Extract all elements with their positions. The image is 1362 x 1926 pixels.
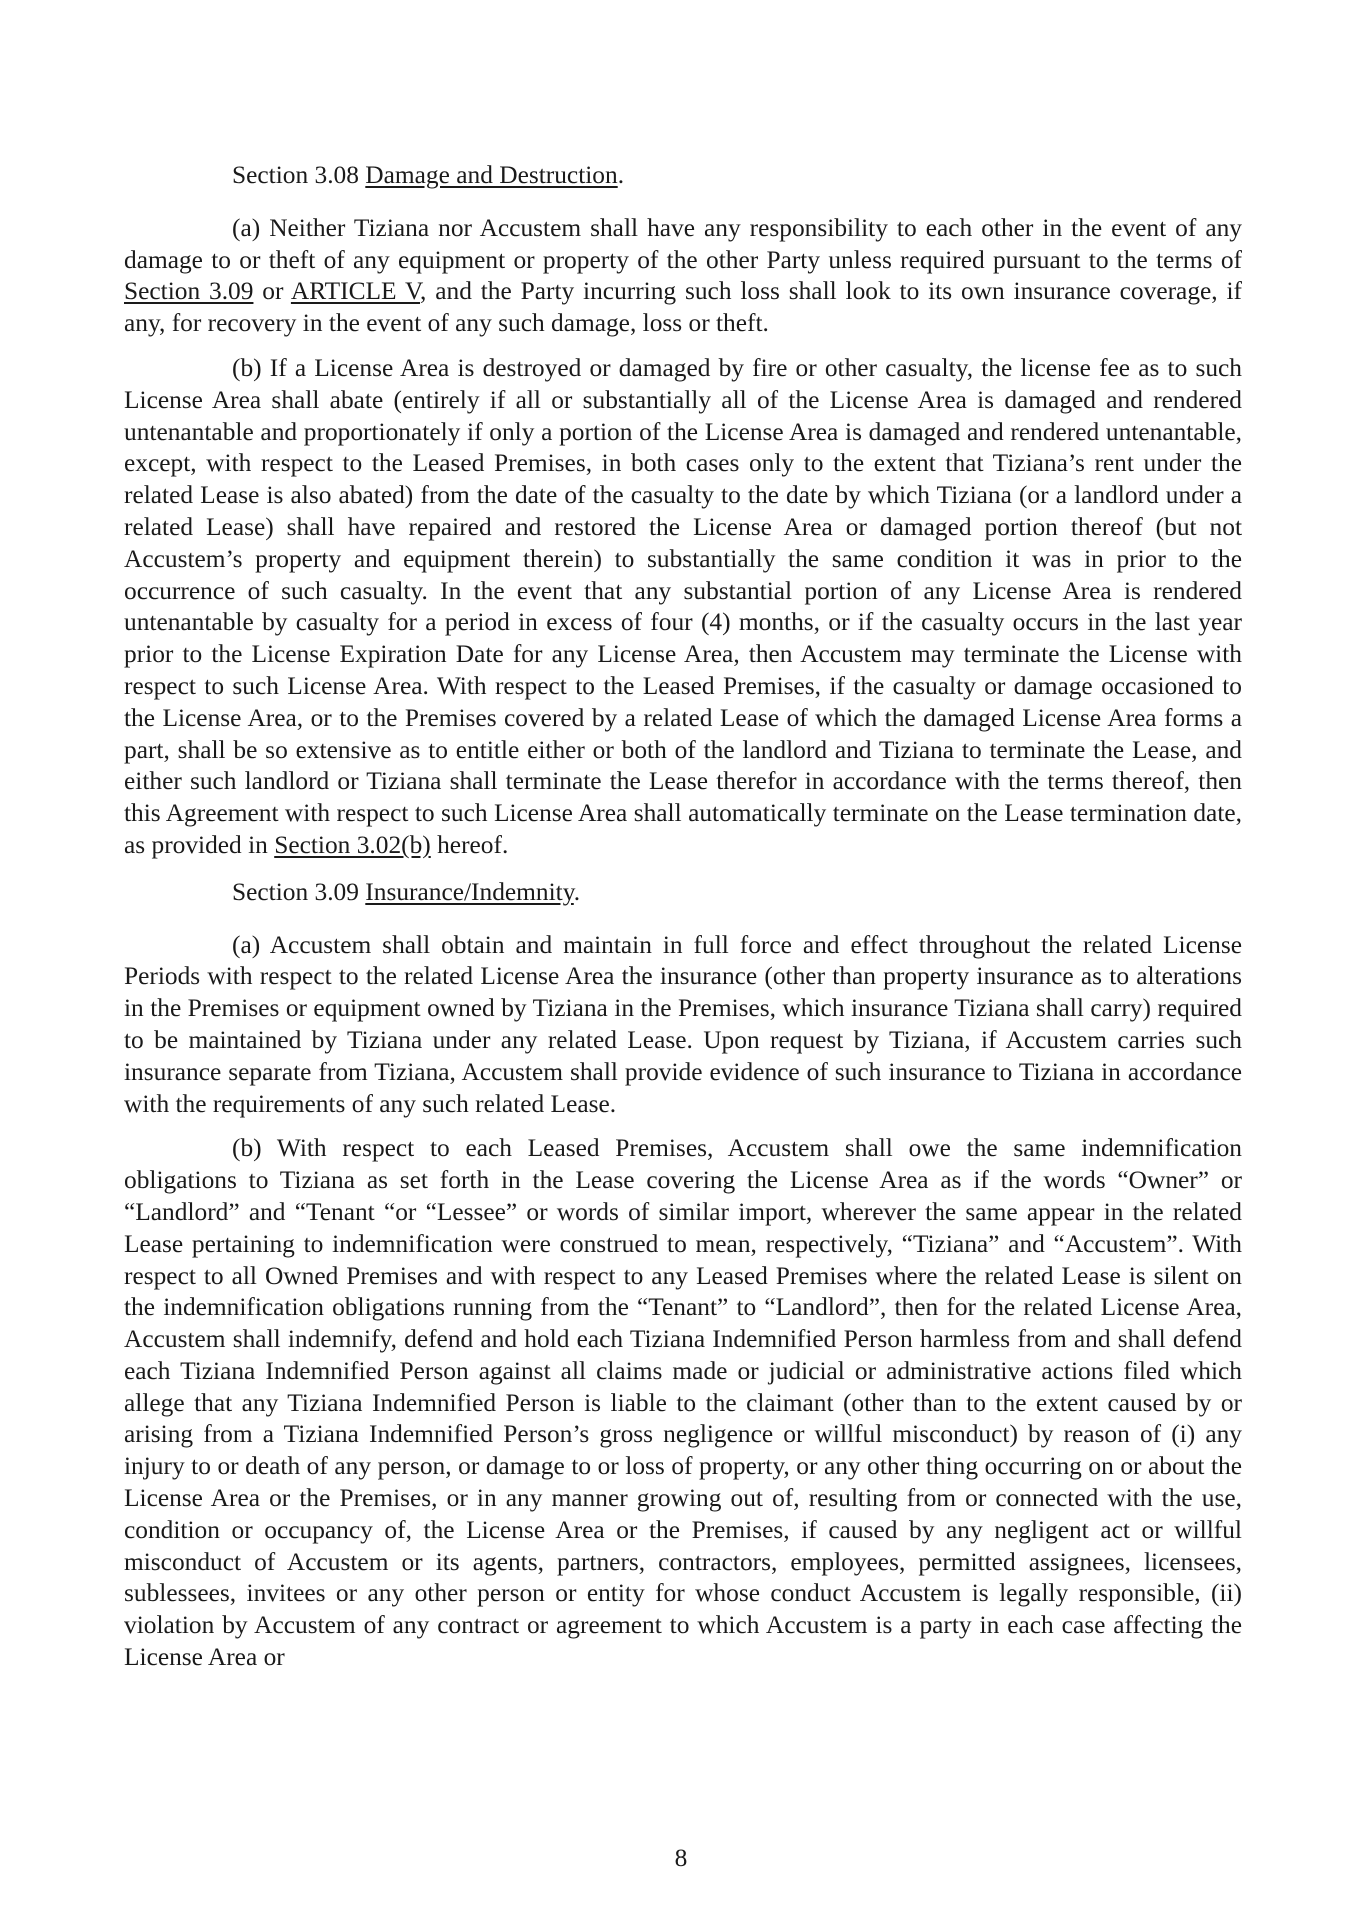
section-3-09-title: Insurance/Indemnity: [365, 877, 574, 906]
section-3-09-number: Section 3.09: [232, 877, 366, 906]
section-3-08-heading-period: .: [617, 161, 625, 189]
section-3-08-heading: [124, 160, 1242, 192]
section-3-09-paragraph-a: (a) Accustem shall obtain and maintain in full force and effect throughout the related License Periods with respect to the related License Area the insurance (other than property insurance as to alterations in the Premises or equipment owned by Tiziana in the Premises, which insurance Tiziana shall carry) required to be maintained by Tiziana under any related Lease. Upon request by Tiziana, if Accustem carries such insurance separate from Tiziana, Accustem shall provide evidence of such insurance to Tiziana in accordance with the requirements of any such related Lease.: [124, 930, 1242, 1118]
paragraph-text: (a) Neither Tiziana nor Accustem shall have any responsibility to each other in the event of any damage to or theft of any equipment or property of the other Party unless required pursuant to the terms of: [124, 213, 1242, 274]
paragraph-text: hereof.: [430, 830, 509, 859]
section-3-08-paragraph-a: [124, 213, 1242, 340]
article-v-cross-reference: ARTICLE V: [290, 277, 421, 306]
document-page: [124, 160, 1242, 1674]
section-3-09-heading: [124, 877, 1242, 909]
section-3-08-title: Damage and Destruction: [365, 161, 618, 189]
section-3-09-heading-period: .: [573, 877, 581, 906]
section-3-08-paragraph-b: [124, 353, 1242, 862]
paragraph-text: or: [253, 277, 291, 306]
paragraph-text: , and the Party incurring such loss shall look to its own insurance coverage, if any, for recovery in the event of any such damage, loss or theft.: [124, 277, 1242, 338]
section-3-09-cross-reference: Section 3.09: [124, 277, 254, 306]
page-number: 8: [674, 1844, 688, 1872]
paragraph-text: (b) If a License Area is destroyed or damaged by fire or other casualty, the license fee as to such License Area shall abate (entirely if all or substantially all of the License Area is damaged and rendered untenantable and proportionately if only a portion of the License Area is damaged and rendered untenantable, except, with respect to the Leased Premises, in both cases only to the extent that Tiziana’s rent under the related Lease is also abated) from the date of the casualty to the date by which Tiziana (or a landlord under a related Lease) shall have repaired and restored the License Area or damaged portion thereof (but not Accustem’s property and equipment therein) to substantially the same condition it was in prior to the occurrence of such casualty. In the event that any substantial portion of any License Area is rendered untenantable by casualty for a period in excess of four (4) months, or if the casualty occurs in the last year prior to the License Expiration Date for any License Area, then Accustem may terminate the License with respect to such License Area. With respect to the Leased Premises, if the casualty or damage occasioned to the License Area, or to the Premises covered by a related Lease of which the damaged License Area forms a part, shall be so extensive as to entitle either or both of the landlord and Tiziana to terminate the Lease, and either such landlord or Tiziana shall terminate the Lease therefor in accordance with the terms thereof, then this Agreement with respect to such License Area shall automatically terminate on the Lease termination date, as provided in: [124, 353, 1242, 859]
section-3-08-number: Section 3.08: [232, 161, 366, 189]
section-3-02b-cross-reference: Section 3.02(b): [274, 830, 431, 859]
section-3-09-paragraph-b: (b) With respect to each Leased Premises, Accustem shall owe the same indemnification obligations to Tiziana as set forth in the Lease covering the License Area as if the words “Owner” or “Landlord” and “Tenant “or “Lessee” or words of similar import, wherever the same appear in the related Lease pertaining to indemnification were construed to mean, respectively, “Tiziana” and “Accustem”. With respect to all Owned Premises and with respect to any Leased Premises where the related Lease is silent on the indemnification obligations running from the “Tenant” to “Landlord”, then for the related License Area, Accustem shall indemnify, defend and hold each Tiziana Indemnified Person harmless from and shall defend each Tiziana Indemnified Person against all claims made or judicial or administrative actions filed which allege that any Tiziana Indemnified Person is liable to the claimant (other than to the extent caused by or arising from a Tiziana Indemnified Person’s gross negligence or willful misconduct) by reason of (i) any injury to or death of any person, or damage to or loss of property, or any other thing occurring on or about the License Area or the Premises, or in any manner growing out of, resulting from or connected with the use, condition or occupancy of, the License Area or the Premises, if caused by any negligent act or willful misconduct of Accustem or its agents, partners, contractors, employees, permitted assignees, licensees, sublessees, invitees or any other person or entity for whose conduct Accustem is legally responsible, (ii) violation by Accustem of any contract or agreement to which Accustem is a party in each case affecting the License Area or: [124, 1134, 1242, 1672]
